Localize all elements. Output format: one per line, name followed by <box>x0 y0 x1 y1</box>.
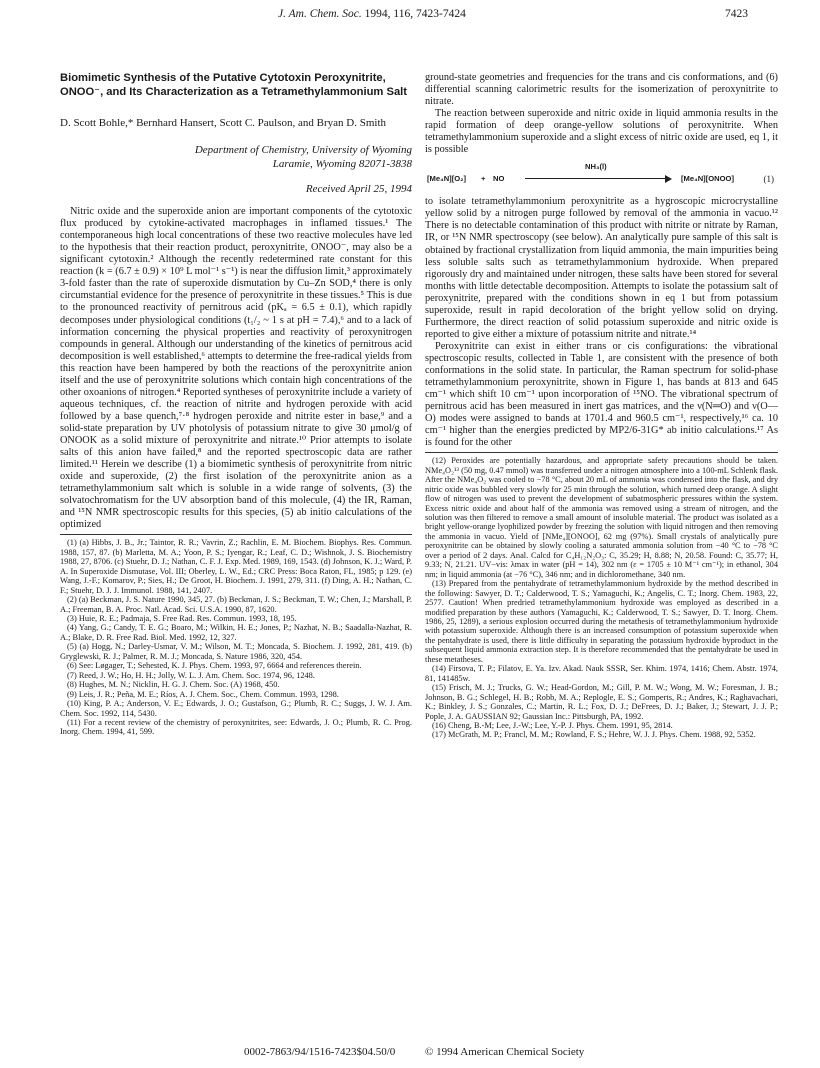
body-paragraph: The reaction between superoxide and nitric oxide in liquid ammonia results in the rapid formation of deep orange-yellow solutions of peroxynitrite. When tetramethylammonium superoxide and a slight excess of nitric oxide are used, eq 1, it is possible <box>425 108 778 156</box>
right-footnotes <box>425 456 778 740</box>
reaction-equation <box>425 162 778 192</box>
footnote: (12) Peroxides are potentially hazardous, and appropriate safety precautions should be taken. NMe₄O₂¹³ (50 mg, 0.47 mmol) was transferred under a nitrogen atmosphere into a 100-mL Schlenk flask. After the NMe₄O₂ was cooled to −78 °C, about 20 mL of ammonia was condensed into the flask, and dry nitric oxide was bubbled very slowly for 25 min through the solution, which turned deep orange. A slight flow of nitrogen was used to prevent the development of subatmospheric pressures within the system. Excess nitric oxide and about half of the ammonia was removed using a stream of nitrogen, and the solution was then filtered to remove a small amount of insoluble material. The product was isolated as a bright yellow-orange lyophilized powder by freezing the solution with liquid nitrogen and then removing the ammonia in vacuo. Yield of [NMe₄][ONOO], 62 mg (97%). Small crystals of analytically pure peroxynitrite can be obtained by slowly cooling a saturated ammonia solution from −40 °C to −78 °C over a period of 2 days. Anal. Calcd for C₄H₁₂N₂O₃: C, 35.29; H, 8.88; N, 20.58. Found: C, 35.77; H, 9.33; N, 21.21. UV−vis: λmax in water (pH = 14), 302 nm (ε = 1705 ± 10 M⁻¹ cm⁻¹); in ethanol, 304 nm; in liquid ammonia (at −76 °C), 346 nm; and in dichloromethane, 340 nm. <box>425 456 778 579</box>
footnote: (11) For a recent review of the chemistry of peroxynitrites, see: Edwards, J. O.; Plumb, R. C. Prog. Inorg. Chem. 1994, 41, 599. <box>60 717 412 737</box>
body-paragraph: Nitric oxide and the superoxide anion are important components of the cytotoxic flux produced by cytokine-activated macrophages in inflamed tissues.¹ The contemporaneous high local concentrations of these two reactive molecules have led to the hypothesis that their reaction product, peroxynitrite, ONOO⁻, may also be a significant cytotoxin.² Although the recently redetermined rate constant for this reaction (k = (6.7 ± 0.9) × 10⁹ L mol⁻¹ s⁻¹) is near the diffusion limit,³ approximately 3-fold faster than the rate of superoxide dismutation by Cu–Zn SOD,⁴ there is only circumstantial evidence for the presence of peroxynitrite in these tissues.⁵ This is due to the pronounced reactivity of pernitrous acid (pKₐ = 6.5 ± 0.1), which rapidly decomposes under physiological conditions (t₁/₂ ~ 1 s at pH = 7.4),⁶ and to a lack of information concerning the physical properties and reactivity of peroxynitrogen compounds in general. Although our understanding of the kinetics of pernitrous acid decomposition is well established,⁶ attempts to determine the free-radical yields from this reaction have been hampered by both the reactions of the peroxynitrite anion itself and the use of peroxynitrite solutions which contain high concentrations of the other oxoanions of nitrogen.⁴ Reported syntheses of peroxynitrite include a variety of aqueous techniques, cf. the reaction of nitrite and hydrogen peroxide with acid followed by a base quench,⁷·⁸ hydrogen peroxide and nitrite ester in base,⁹ and a solid-state preparation by UV photolysis of potassium nitrate to give 30 μmol/g of ONOOK as a solid mixture of peroxynitrite and nitrate.¹⁰ Prior attempts to isolate salts of this anion have failed,⁸ and the reported spectroscopic data are rather limited.¹¹ Herein we describe (1) a biomimetic synthesis of peroxynitrite from nitric oxide and superoxide, (2) the first isolation of the peroxynitrite anion as a tetramethylammonium salt which is soluble in a wide range of solvents, (3) the solvatochromatism for the UV absorption band of this molecule, (4) the IR, Raman, and ¹⁵N NMR spectroscopic results for this species, (5) ab initio calculations of the optimized <box>60 206 412 531</box>
right-column <box>425 72 778 740</box>
equation-reactant-2: NO <box>493 174 505 184</box>
equation-plus: + <box>481 174 486 184</box>
footnote: (8) Hughes, M. N.; Nicklin, H. G. J. Chem. Soc. (A) 1968, 450. <box>67 680 280 690</box>
footnote: (16) Cheng, B.-M; Lee, J.-W.; Lee, Y.-P. J. Phys. Chem. 1991, 95, 2814. <box>432 721 673 730</box>
copyright: © 1994 American Chemical Society <box>425 1046 585 1058</box>
affiliation-address: Laramie, Wyoming 82071-3838 <box>272 157 412 170</box>
arrowhead-icon <box>665 175 672 183</box>
footnote: (10) King, P. A.; Anderson, V. E.; Edwards, J. O.; Gustafson, G.; Plumb, R. C.; Suggs, J. W. J. Am. Chem. Soc. 1992, 114, 5430. <box>60 699 412 718</box>
equation-condition: NH₃(l) <box>585 162 607 172</box>
footnote: (7) Reed, J. W.; Ho, H. H.; Jolly, W. L. J. Am. Chem. Soc. 1974, 96, 1248. <box>67 670 315 680</box>
body-paragraph: to isolate tetramethylammonium peroxynitrite as a hygroscopic microcrystalline yellow solid by a nitrogen purge followed by removal of the ammonia in vacuo.¹² There is no detectable contamination of this product with nitrite or nitrate by Raman, IR, or ¹⁵N NMR spectroscopy (see below). An analytically pure sample of this salt is obtained by fractional crystallization from liquid ammonia, the main impurities being less soluble salts such as tetramethylammonium hydroxide. When prepared rigorously dry and maintained under nitrogen, these salts have been stored for several months with little detectable decomposition. Attempts to isolate the potassium salt of peroxynitrite, prepared with the conditions shown in eq 1 but from potassium superoxide, result in rapid decoloration of the bright yellow solid on drying. Furthermore, the direct reaction of solid potassium superoxide and nitric oxide is reported to give either a mixture of potassium nitrite and nitrate.¹⁴ <box>425 196 778 340</box>
equation-number: (1) <box>763 174 774 185</box>
journal-name: J. Am. Chem. Soc. <box>278 8 362 20</box>
article-code: 0002-7863/94/1516-7423$04.50/0 <box>244 1046 396 1058</box>
footnote: (14) Firsova, T. P.; Filatov, E. Ya. Izv. Akad. Nauk SSSR, Ser. Khim. 1974, 1416; Chem. Abstr. 1974, 81, 141485w. <box>425 664 778 683</box>
footnote: (13) Prepared from the pentahydrate of tetramethylammonium hydroxide by the method described in the following: Sawyer, D. T.; Calderwood, T. S.; Yamaguchi, K.; Angelis, C. T.; Inorg. Chem. 1983, 22, 2577. Caution! When predried tetramethylammonium hydroxide was employed as described in a modified preparation by these authors (Yamaguchi, K.; Calderwood, T. S.; Sawyer, D. T. Inorg. Chem. 1986, 25, 1289), a serious explosion occurred during the metathesis of tetramethylammonium hydroxide with potassium superoxide. Although there is an increased consumption of potassium superoxide when the pentahydrate is used, there is little difficulty in separating the potassium hydroxide byproduct in the subsequent liquid ammonia extraction step. It is therefore recommended that the pentahydrate be used in these metatheses. <box>425 579 778 664</box>
footnote: (15) Frisch, M. J.; Trucks, G. W.; Head-Gordon, M.; Gill, P. M. W.; Wong, M. W.; Foresman, J. B.; Johnson, B. G.; Schlegel, H. B.; Robb, M. A.; Replogle, E. S.; Gomperts, R.; Andres, K.; Raghavachari, K.; Binkley, J. S.; Gonzales, C.; Martin, R. L.; Fox, D. J.; DeFrees, D. J.; Baker, J.; Stewart, J. J. P.; Pople, J. A. GAUSSIAN 92; Gaussian Inc.: Pittsburgh, PA, 1992. <box>425 683 778 721</box>
footnote-rule <box>60 534 412 535</box>
left-column <box>60 72 412 737</box>
body-paragraph: Peroxynitrite can exist in either trans or cis configurations: the vibrational spectroscopic results, collected in Table 1, are consistent with the presence of both conformations in the solid state. In particular, the Raman spectrum for solid-phase tetramethylammonium peroxynitrite, shown in Figure 1, has bands at 813 and 645 cm⁻¹ which shift 10 cm⁻¹ upon incorporation of ¹⁵NO. The vibrational spectrum of pernitrous acid has been measured in inert gas matrices, and the ν(N═O) and ν(O—O) modes were assigned to bands at 1701.4 and 960.5 cm⁻¹, respectively,¹⁶ ca. 10 cm⁻¹ higher than the energies predicted by MP2/6-31G* ab initio calculations.¹⁷ As is found for the other <box>425 340 778 449</box>
journal-volume-pages: 1994, 116, 7423-7424 <box>364 8 466 20</box>
footnote: (17) McGrath, M. P.; Francl, M. M.; Rowland, F. S.; Hehre, W. J. J. Phys. Chem. 1988, 92, 5352. <box>432 730 756 740</box>
footnote: (3) Huie, R. E.; Padmaja, S. Free Rad. Res. Commun. 1993, 18, 195. <box>67 613 297 623</box>
affiliation-department: Department of Chemistry, University of Wyoming <box>194 144 412 157</box>
equation-reactant: [Me₄N][O₂] <box>427 174 467 184</box>
running-header <box>0 8 820 26</box>
received-date: Received April 25, 1994 <box>305 183 412 196</box>
equation-product: [Me₄N][ONOO] <box>681 174 734 184</box>
reaction-arrow <box>525 178 669 179</box>
footnote: (4) Yang, G.; Candy, T. E. G.; Boaro, M.; Wilkin, H. E.; Jones, P.; Nazhat, N. B.; Saadalla-Nazhat, R. A.; Blake, D. R. Free Rad. Biol. Med. 1992, 12, 327. <box>60 623 412 642</box>
left-footnotes <box>60 538 412 737</box>
footnote: (6) See: Løgager, T.; Sehested, K. J. Phys. Chem. 1993, 97, 6664 and references therein. <box>67 661 362 671</box>
page-number: 7423 <box>725 8 748 20</box>
journal-citation <box>278 8 466 20</box>
author-list: D. Scott Bohle,* Bernhard Hansert, Scott C. Paulson, and Bryan D. Smith <box>60 117 386 130</box>
footnote-rule <box>425 452 778 453</box>
body-paragraph: ground-state geometries and frequencies for the trans and cis conformations, and (6) differential scanning calorimetric results for the isomerization of peroxynitrite to nitrate. <box>425 72 778 108</box>
footnote: (1) (a) Hibbs, J. B., Jr.; Taintor, R. R.; Vavrin, Z.; Rachlin, E. M. Biochem. Biophys. Res. Commun. 1988, 157, 87. (b) Marletta, M. A.; Yoon, P. S.; Iyengar, R.; Leaf, C. D.; Wishnok, J. S. Biochemistry 1988, 27, 8706. (c) Stuehr, D. J.; Nathan, C. F. J. Exp. Med. 1989, 169, 1543. (d) Johnson, K. J.; Ward, P. A. In Superoxide Dismutase, Vol. III; Oberley, L. W., Ed.; CRC Press: Boca Raton, FL, 1985; p 129. (e) Wang, J.-F.; Komarov, P.; Sies, H.; De Groot, H. Biochem. J. 1991, 279, 311. (f) Ding, A. H.; Nathan, C. F.; Stuehr, D. J. J. Immunol. 1988, 141, 2407. <box>60 538 412 595</box>
article-title: Biomimetic Synthesis of the Putative Cytotoxin Peroxynitrite, ONOO⁻, and Its Characterization as a Tetramethylammonium Salt <box>60 72 408 98</box>
left-body-text <box>60 206 412 531</box>
footnote: (2) (a) Beckman, J. S. Nature 1990, 345, 27. (b) Beckman, J. S.; Beckman, T. W.; Chen, J.; Marshall, P. A.; Freeman, B. A. Proc. Natl. Acad. Sci. U.S.A. 1990, 87, 1620. <box>60 595 412 614</box>
right-body-text <box>425 72 778 449</box>
footnote: (5) (a) Hogg, N.; Darley-Usmar, V. M.; Wilson, M. T.; Moncada, S. Biochem. J. 1992, 281, 419. (b) Gryglewski, R. J.; Palmer, R. M. J.; Moncada, S. Nature 1986, 320, 454. <box>60 642 412 661</box>
footnote: (9) Leis, J. R.; Peña, M. E.; Ríos, A. J. Chem. Soc., Chem. Commun. 1993, 1298. <box>67 689 339 699</box>
affiliation <box>60 144 412 171</box>
